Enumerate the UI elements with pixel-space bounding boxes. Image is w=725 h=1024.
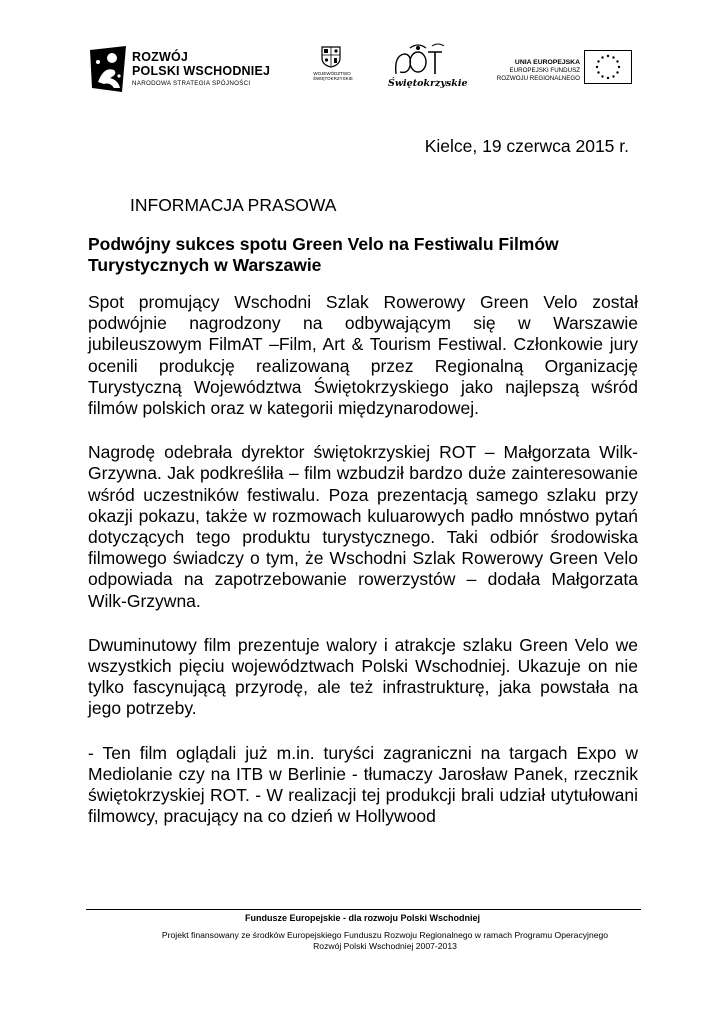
swietokrzyskie-crest-logo [313, 46, 351, 96]
paragraph-3: Dwuminutowy film prezentuje walory i atrakcje szlaku Green Velo we wszystkich pięciu województwach Polski Wschodniej. Ukazuje on nie tylko fascynującą przyrodę, ale też infrastrukturę, jaka powstała na jego potrzeby. [88, 634, 638, 719]
rozwoj-logo-line3: NARODOWA STRATEGIA SPÓJNOŚCI [132, 80, 251, 87]
paragraph-4: - Ten film oglądali już m.in. turyści zagraniczni na targach Expo w Mediolanie czy na ITB w Berlinie - tłumaczy Jarosław Panek, rzecznik świętokrzyskiej ROT. - W realizacji tej produkcji brali udział utytułowani filmowcy, pracujący na co dzień w Hollywood [88, 742, 638, 827]
footer-note-line2: Rozwój Polski Wschodniej 2007-2013 [313, 941, 457, 951]
footer-divider [86, 909, 641, 910]
rozwoj-logo-line1: ROZWÓJ [132, 50, 189, 64]
rozwoj-logo-line2: POLSKI WSCHODNIEJ [132, 64, 271, 78]
paragraph-2: Nagrodę odebrała dyrektor świętokrzyskiej ROT – Małgorzata Wilk-Grzywna. Jak podkreśliła – film wzbudził bardzo duże zainteresowanie wśród uczestników festiwalu. Poza prezentacją samego szlaku przy okazji pokazu, także w rozmowach kuluarowych padło mnóstwo pytań dotyczących tego produktu turystycznego. Taki odbiór środowiska filmowego świadczy o tym, że Wschodni Szlak Rowerowy Green Velo odpowiada na zapotrzebowanie rowerzystów – dodała Małgorzata Wilk-Grzywna. [88, 442, 638, 611]
coat-of-arms-icon [321, 46, 341, 68]
footer-note [0, 930, 725, 952]
rot-swietokrzyskie-logo [388, 42, 468, 96]
footer-note-line1: Projekt finansowany ze środków Europejskiego Funduszu Rozwoju Regionalnego w ramach Programu Operacyjnego [161, 930, 609, 940]
eu-caption [470, 58, 580, 83]
rozwoj-polski-wschodniej-logo [88, 44, 278, 100]
rot-mascot-icon [388, 42, 448, 80]
headline: Podwójny sukces spotu Green Velo na Festiwalu Filmów Turystycznych w Warszawie [88, 234, 559, 275]
crest-caption: WOJEWÓDZTWO ŚWIĘTOKRZYSKIE [313, 71, 353, 81]
article-body [88, 292, 638, 850]
rot-logo-text: Świętokrzyskie [388, 78, 468, 89]
footer-title: Fundusze Europejskie - dla rozwoju Polski Wschodniej [244, 913, 481, 923]
eu-flag-icon [584, 50, 632, 84]
press-release-label: INFORMACJA PRASOWA [130, 195, 337, 215]
eu-line2: EUROPEJSKI FUNDUSZ [509, 67, 580, 74]
eu-line3: ROZWOJU REGIONALNEGO [496, 75, 580, 82]
rozwoj-logo-mark-icon [88, 44, 128, 94]
eu-line1: UNIA EUROPEJSKA [514, 59, 580, 66]
paragraph-1: Spot promujący Wschodni Szlak Rowerowy Green Velo został podwójnie nagrodzony na odbywającym się w Warszawie jubileuszowym FilmAT –Film, Art & Tourism Festiwal. Członkowie jury ocenili produkcję realizowaną przez Regionalną Organizację Turystyczną Województwa Świętokrzyskiego jako najlepszą wśród filmów polskich oraz w kategorii międzynarodowej. [88, 292, 638, 419]
dateline: Kielce, 19 czerwca 2015 r. [424, 136, 629, 156]
